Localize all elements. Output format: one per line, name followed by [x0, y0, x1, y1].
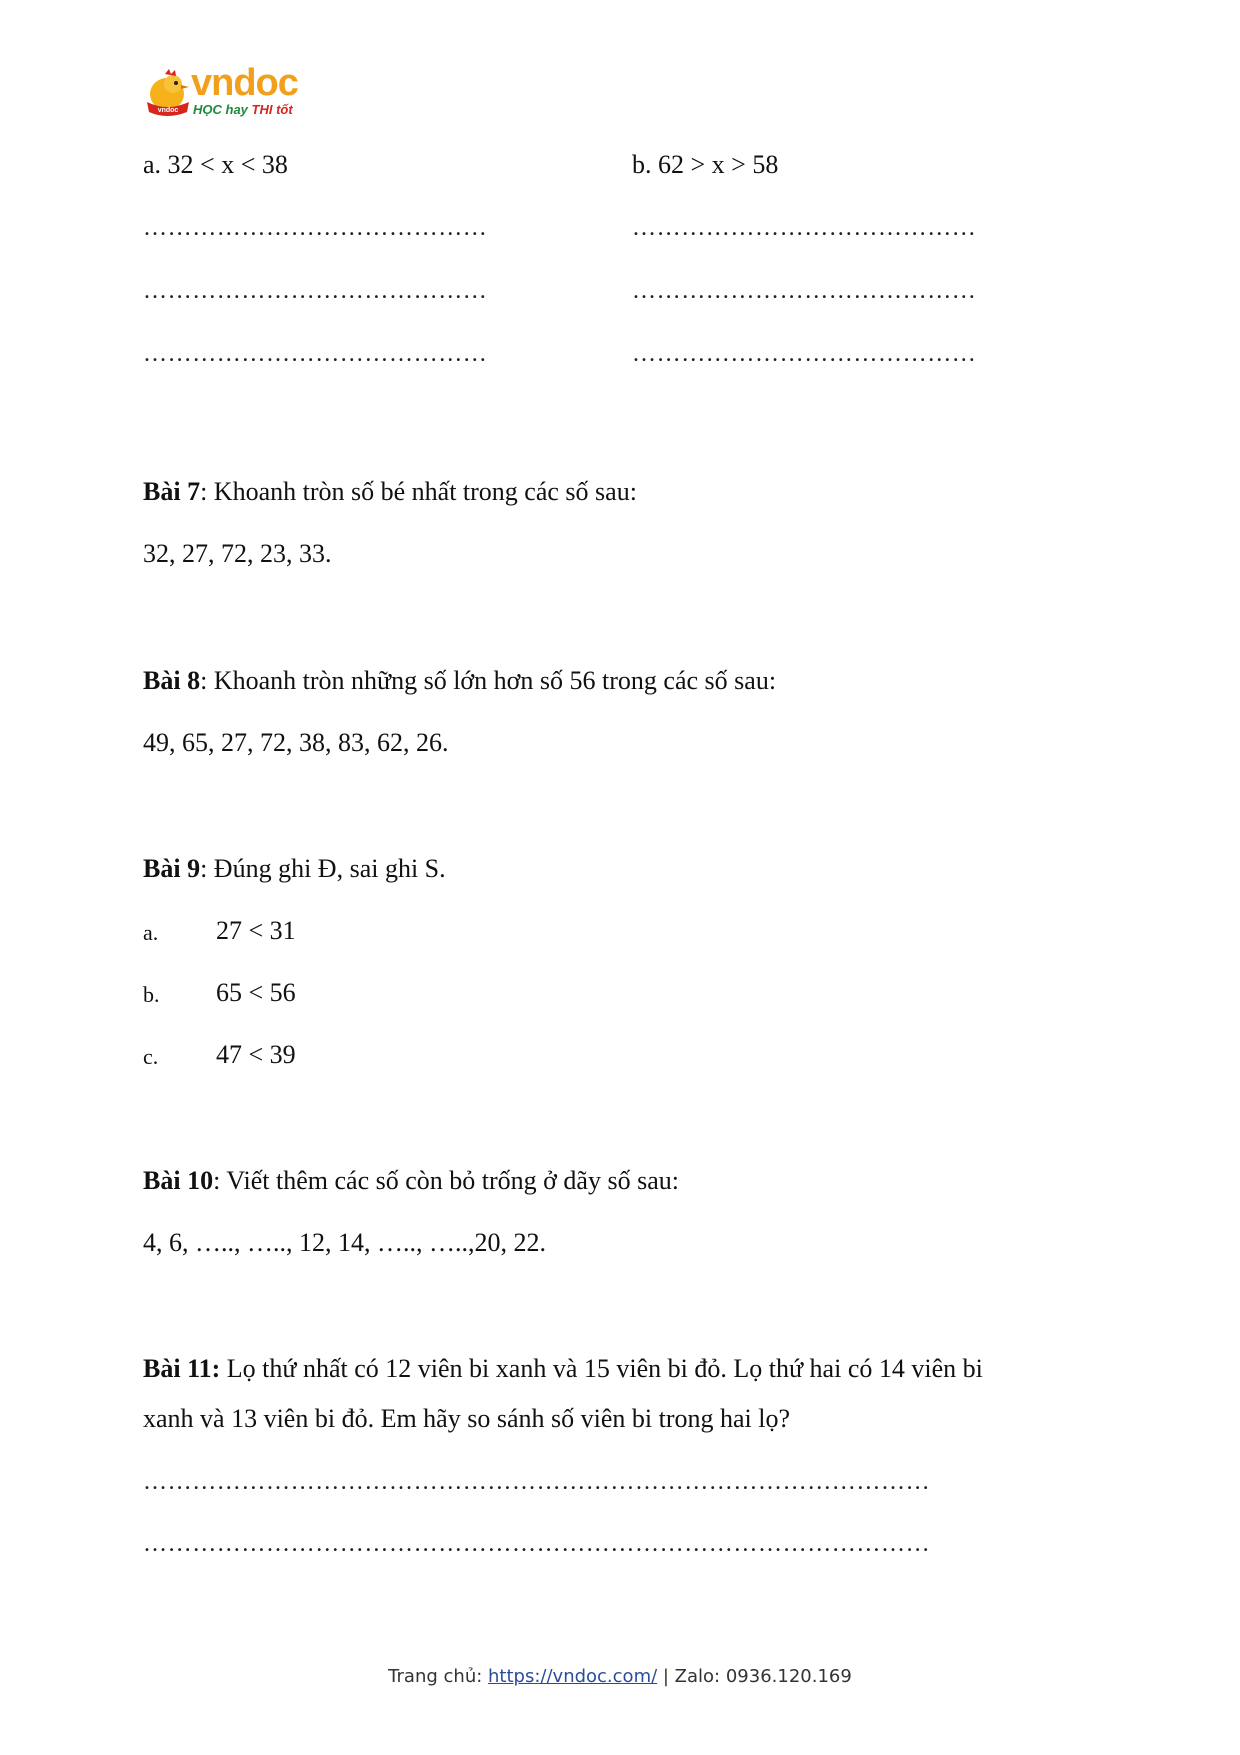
ex7-numbers: 32, 27, 72, 23, 33.: [143, 539, 332, 568]
vndoc-logo: [143, 62, 303, 124]
ex9-heading: Bài 9: Đúng ghi Đ, sai ghi S.: [143, 854, 446, 883]
ex11-heading: Bài 11: Lọ thứ nhất có 12 viên bi xanh và 15 viên bi đỏ. Lọ thứ hai có 14 viên bi: [143, 1354, 983, 1383]
footer-home-link[interactable]: https://vndoc.com/: [488, 1666, 658, 1687]
ex6-part-b: b. 62 > x > 58: [632, 150, 779, 179]
answer-line: ……………………………………: [632, 278, 977, 304]
footer-home-label: Trang chủ:: [388, 1666, 489, 1687]
ex9-item-expr: 65 < 56: [216, 978, 296, 1007]
ex9-item-expr: 47 < 39: [216, 1040, 296, 1069]
ex10-heading: Bài 10: Viết thêm các số còn bỏ trống ở dãy số sau:: [143, 1166, 679, 1195]
page-footer: [0, 1666, 1240, 1687]
ex9-item-label: c.: [143, 1044, 159, 1069]
answer-line: ……………………………………: [632, 215, 977, 241]
answer-line: ……………………………………………………………………………………: [143, 1531, 931, 1557]
ex6-part-a: a. 32 < x < 38: [143, 150, 288, 179]
answer-line: ……………………………………………………………………………………: [143, 1469, 931, 1495]
ex10-sequence: 4, 6, ….., ….., 12, 14, ….., …..,20, 22.: [143, 1228, 546, 1257]
mascot-icon: [143, 68, 193, 120]
ex8-heading: Bài 8: Khoanh tròn những số lớn hơn số 56 trong các số sau:: [143, 666, 777, 695]
ex7-heading: Bài 7: Khoanh tròn số bé nhất trong các số sau:: [143, 477, 637, 506]
answer-line: ……………………………………: [143, 278, 488, 304]
answer-line: ……………………………………: [632, 341, 977, 367]
logo-wordmark: vndoc: [191, 62, 298, 104]
footer-zalo: | Zalo: 0936.120.169: [657, 1666, 852, 1687]
logo-slogan: HỌC hay THI tốt: [193, 102, 293, 117]
answer-line: ……………………………………: [143, 341, 488, 367]
ex9-item-label: a.: [143, 920, 159, 945]
ex11-text-line2: xanh và 13 viên bi đỏ. Em hãy so sánh số viên bi trong hai lọ?: [143, 1404, 791, 1433]
svg-text:vndoc: vndoc: [157, 107, 179, 114]
ex9-item-label: b.: [143, 982, 160, 1007]
ex9-item-expr: 27 < 31: [216, 916, 296, 945]
ex8-numbers: 49, 65, 27, 72, 38, 83, 62, 26.: [143, 728, 449, 757]
answer-line: ……………………………………: [143, 215, 488, 241]
